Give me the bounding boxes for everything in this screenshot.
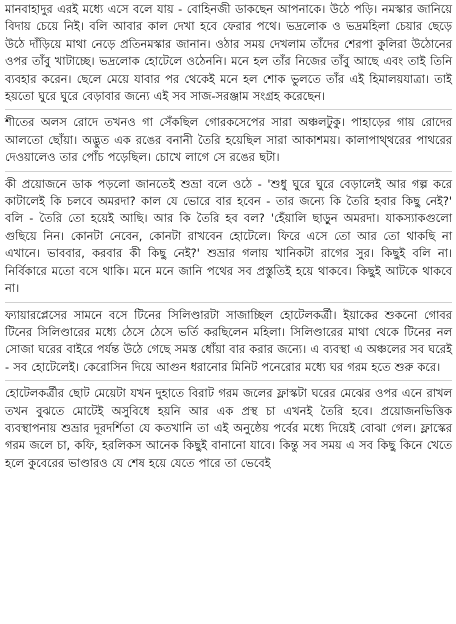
paragraph-divider bbox=[5, 380, 452, 381]
paragraph-divider bbox=[5, 171, 452, 172]
paragraph-3: কী প্রয়োজনে ডাক পড়লো জানতেই শুভ্রা বলে ওঠে - 'শুধু ঘুরে ঘুরে বেড়ালেই আর গল্প করে কাটালেই কি চলবে অমরদা? কাল যে ভোরে বার হবেন - তার জন্যে কি তৈরি হবার কিছু নেই?' বলি - তৈরি তো হয়েই আছি। আর কি তৈরি হব বল? 'হেঁয়ালি ছাড়ুন অমরদা। যাকস্যাকগুলো গুছিয়ে নিন। কোনটা নেবেন, কোনটা রাখবেন হোটেলে। ফিরে এসে তো আর তো থাকছি না এখানে। ভাববার, করবার কী কিছু নেই?' শুভ্রার গলায় খানিকটা রাগের সুর। কিছুই বলি না। নির্বিকারে মতো বসে থাকি। মনে মনে জানি পথের সব প্রস্তুতিই হয়ে থাকবে। কিছুই আটকে থাকবে না। bbox=[5, 176, 452, 296]
paragraph-divider bbox=[5, 109, 452, 110]
paragraph-5: হোটেলকর্ত্রীর ছোট মেয়েটা যখন দুহাতে বিরাট গরম জলের ফ্লাস্কটা ঘরের মেঝের ওপর এনে রাখল তখন বুঝতে মোটেই অসুবিধে হয়নি আর এক প্রস্থ চা এখনই তৈরি হবে। প্রয়োজনভিত্তিক ব্যবস্থাপনায় শুভ্রার দূরদর্শিতা যে কতখানি তা এই অনুষ্ঠেয় পর্বের মধ্যে দিয়েই বোঝা গেল। ফ্লাস্কের গরম জলে চা, কফি, হরলিকস আনেক কিছুই বানানো যাবে। কিন্তু সব সময় এ সব কিছু কিনে খেতে হলে কুবেরের ভাণ্ডারও যে শেষ হয়ে যেতে পারে তা ভেবেই bbox=[5, 386, 452, 470]
paragraph-2: শীতের অলস রোদে তখনও গা সেঁকছিল গোরকসেপের সারা অঞ্চলটুকু। পাহাড়ের গায় রোদের আলতো ছোঁয়া। অদ্ভুত এক রঙের বনানী তৈরি হয়েছিল সারা আকাশময়। কালাপাথ্থরের পাথরের দেওয়ালেও তার পোঁচ পড়েছিল। চোখে লাগে সে রঙের ছটা। bbox=[5, 115, 452, 165]
paragraph-1: মানবাহাদুর এরই মধ্যে এসে বলে যায় - বোহিনজী ডাকছেন আপনাকে। উঠে পড়ি। নমস্কার জানিয়ে বিদায় চেয়ে নিই। বলি আবার কাল দেখা হবে ফেরার পথে। ভদ্রলোক ও ভদ্রমহিলা চেয়ার ছেড়ে উঠে দাঁড়িয়ে মাথা নেড়ে প্রতিনমস্কার জানান। ওঠার সময় দেখলাম তাঁদের শেরপা কুলিরা উঠোনের ওপর তাঁবু খাটাচ্ছে। ভদ্রলোক হোটেলে ওঠেননি। মনে হল তাঁর নিজের তাঁবু আছে এবং তাই তিনি ব্যবহার করেন। ছেলে মেয়ে যাবার পর থেকেই মনে হল শোক ভুলতে তাঁর এই হিমালয়যাত্রা। তাই হয়তো ঘুরে ঘুরে বেড়াবার জন্যে এই সব সাজ-সরঞ্জাম সংগ্রহ করেছেন। bbox=[5, 2, 452, 104]
paragraph-divider bbox=[5, 302, 452, 303]
paragraph-4: ফ্যায়ারপ্লেসের সামনে বসে টিনের সিলিণ্ডারটা সাজাচ্ছিল হোটেলকর্ত্রী। ইয়াকের শুকনো গোবর টিনের সিলিণ্ডারের মধ্যে ঠেসে ঠেসে ভর্তি করছিলেন মহিলা। সিলিণ্ডারের মাথা থেকে টিনের নল সোজা ঘরের বাইরে পর্যন্ত উঠে গেছে সমস্ত ধোঁয়া বার করার জন্যে। এ ব্যবস্থা এ অঞ্চলের সব ঘরেই - সব হোটেলেই। কেরোসিন দিয়ে আগুন ধরানোর মিনিট পনেরোর মধ্যে ঘর গরম হতে শুরু করে। bbox=[5, 307, 452, 374]
